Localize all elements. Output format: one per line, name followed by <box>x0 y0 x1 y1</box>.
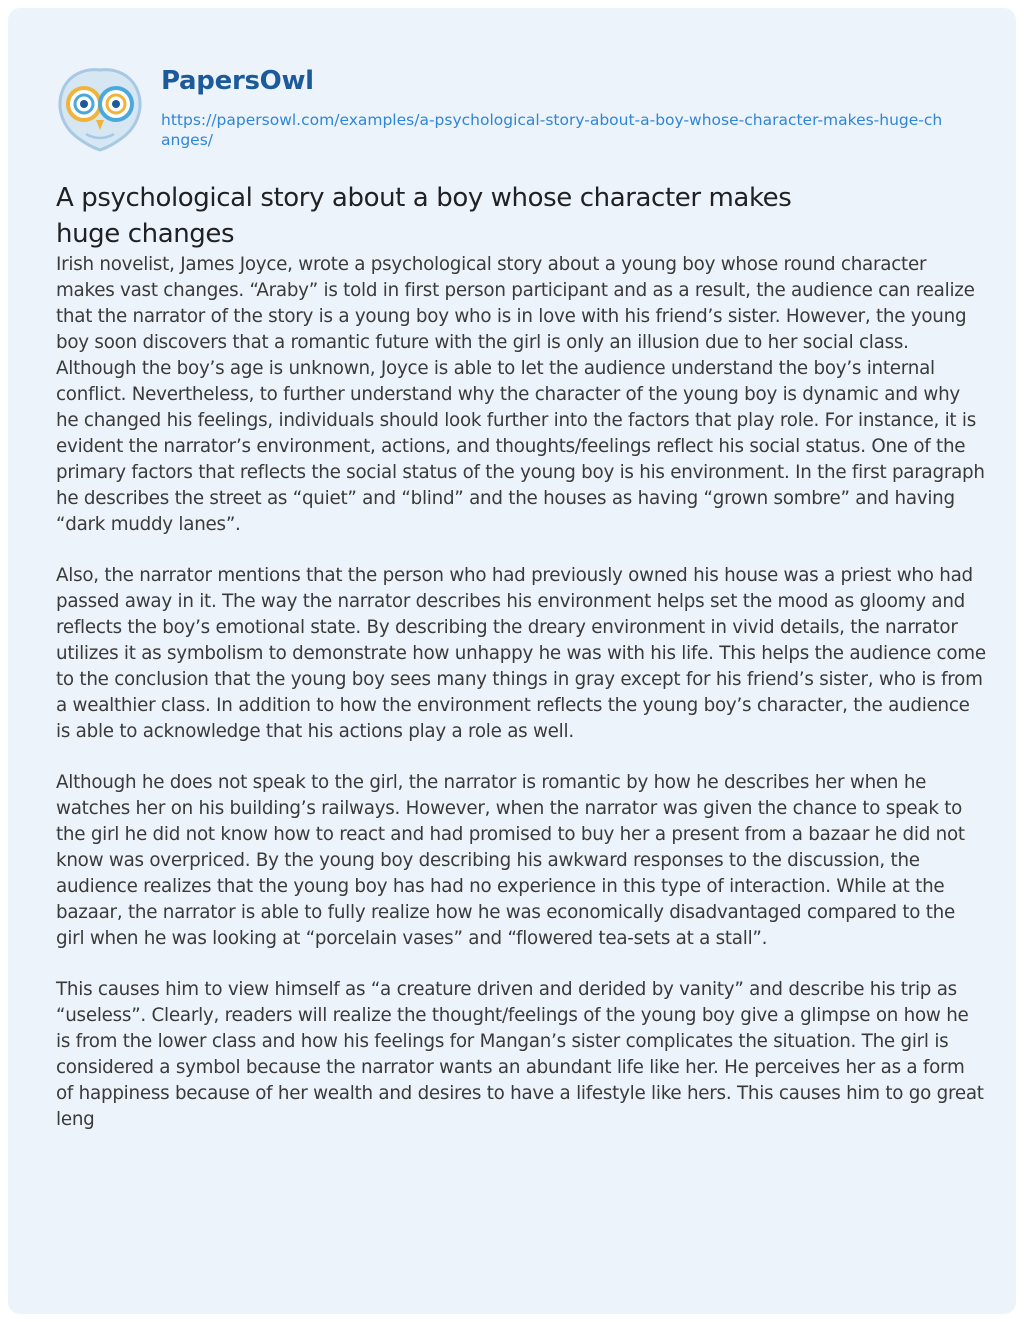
paragraph: This causes him to view himself as “a creature driven and derided by vanity” and describe his trip as “useless”. Clearly, readers will realize the thought/feelings of the young boy give a glimpse on how he is from the lower class and how his feelings for Mangan’s sister complicates the situation. The girl is considered a symbol because the narrator wants an abundant life like her. He perceives her as a form of happiness because of her wealth and desires to have a lifestyle like hers. This causes him to go great leng <box>56 979 984 1130</box>
page-title: A psychological story about a boy whose character makes huge changes <box>56 183 792 249</box>
owl-logo-icon <box>56 64 144 152</box>
document-page <box>8 8 1016 1314</box>
brand-name[interactable]: PapersOwl <box>161 66 314 96</box>
paragraph: Irish novelist, James Joyce, wrote a psychological story about a young boy whose round character makes vast changes. “Araby” is told in first person participant and as a result, the audience can realize that the narrator of the story is a young boy who is in love with his friend’s sister. However, the young boy soon discovers that a romantic future with the girl is only an illusion due to her social class. Although the boy’s age is unknown, Joyce is able to let the audience understand the boy’s internal conflict. Nevertheless, to further understand why the character of the young boy is dynamic and why he changed his feelings, individuals should look further into the factors that play role. For instance, it is evident the narrator’s environment, actions, and thoughts/feelings reflect his social status. One of the primary factors that reflects the social status of the young boy is his environment. In the first paragraph he describes the street as “quiet” and “blind” and the houses as having “grown sombre” and having “dark muddy lanes”. <box>56 254 985 535</box>
paragraph: Although he does not speak to the girl, the narrator is romantic by how he describes her when he watches her on his building’s railways. However, when the narrator was given the chance to speak to the girl he did not know how to react and had promised to buy her a present from a bazaar he did not know was overpriced. By the young boy describing his awkward responses to the discussion, the audience realizes that the young boy has had no experience in this type of interaction. While at the bazaar, the narrator is able to fully realize how he was economically disadvantaged compared to the girl when he was looking at “porcelain vases” and “flowered tea-sets at a stall”. <box>56 772 965 949</box>
paragraph: Also, the narrator mentions that the person who had previously owned his house was a priest who had passed away in it. The way the narrator describes his environment helps set the mood as gloomy and reflects the boy’s emotional state. By describing the dreary environment in vivid details, the narrator utilizes it as symbolism to demonstrate how unhappy he was with his life. This helps the audience come to the conclusion that the young boy sees many things in gray except for his friend’s sister, who is from a wealthier class. In addition to how the environment reflects the young boy’s character, the audience is able to acknowledge that his actions play a role as well. <box>56 565 986 742</box>
document-body <box>56 252 986 1158</box>
source-url-link[interactable]: https://papersowl.com/examples/a-psychological-story-about-a-boy-whose-character-makes-huge-changes/ <box>161 111 943 149</box>
